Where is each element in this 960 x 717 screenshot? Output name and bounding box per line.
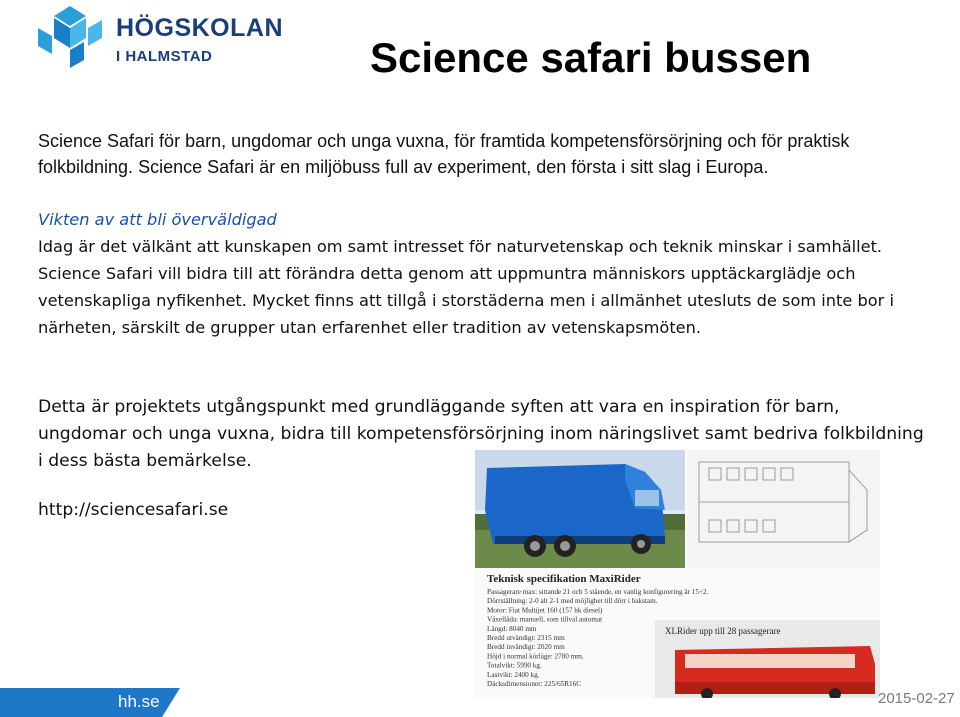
spec-title: Teknisk specifikation MaxiRider [487,573,641,585]
logo-mark-icon [30,4,110,74]
spec-line: Längd: 8040 mm [487,624,537,633]
hogskolan-logo[interactable] [30,4,283,74]
intro-paragraph: Science Safari för barn, ungdomar och unga vuxna, för framtida kompetensförsörjning och för praktisk folkbildning. Science Safari är en miljöbuss full av experiment, den första i sitt slag i Europa. [38,131,850,177]
bus-spec-image [475,450,880,698]
purpose-paragraph: Detta är projektets utgångspunkt med grundläggande syften att vara en inspiration för barn, ungdomar och unga vuxna, bidra till kompetensförsörjning inom näringslivet samt bedriva folkbildning i dess bästa bemärkelse. [38,397,924,471]
red-bus-illustration [675,646,875,698]
spec-line: Lastvikt: 2400 kg. [487,670,540,679]
website-link[interactable]: http://sciencesafari.se [38,500,229,520]
spec-line: Höjd i normal körläge: 2780 mm. [487,652,584,661]
spec-line: Bredd invändigt: 2020 mm [487,643,565,652]
blue-bus-illustration [485,464,665,557]
logo-text-line1: HÖGSKOLAN [116,14,283,42]
spec-line: Däcksdimensioner: 225/65R16C [487,680,582,688]
page-title: Science safari bussen [370,34,812,81]
importance-section [38,206,928,341]
logo-text-line2: I HALMSTAD [116,48,213,65]
section-paragraph: Idag är det välkänt att kunskapen om samt intresset för naturvetenskap och teknik minskar i samhället. Science Safari vill bidra till att förändra detta genom att uppmuntra människors upptäckarglädje och vetenskapliga nyfikenhet. Mycket finns att tillgå i storstäderna men i allmänhet utesluts de som inte bor i närheten, särskilt de grupper utan erfarenhet eller tradition av vetenskapsmöten. [38,237,894,337]
spec-line: Bredd utvändigt: 2315 mm [487,634,565,642]
footer-site[interactable]: hh.se [118,692,160,711]
spec-line: Dörrställning: 2-0 alt 2-1 med möjlighet till dörr i bakstam. [487,597,658,606]
spec-line: Motor: Fiat Multijet 160 (157 hk diesel) [487,606,603,615]
xl-rider-label: XLRider upp till 28 passagerare [665,626,781,636]
spec-line: Totalvikt: 5990 kg. [487,661,542,670]
spec-line: Växellåda: manuell, som tillval automat [487,615,603,624]
slide-date: 2015-02-27 [878,690,955,707]
spec-line: Passagerare max: sittande 21 och 5 stående, en vanlig konfigurering är 15+2. [487,588,709,596]
section-heading: Vikten av att bli överväldigad [38,210,277,229]
